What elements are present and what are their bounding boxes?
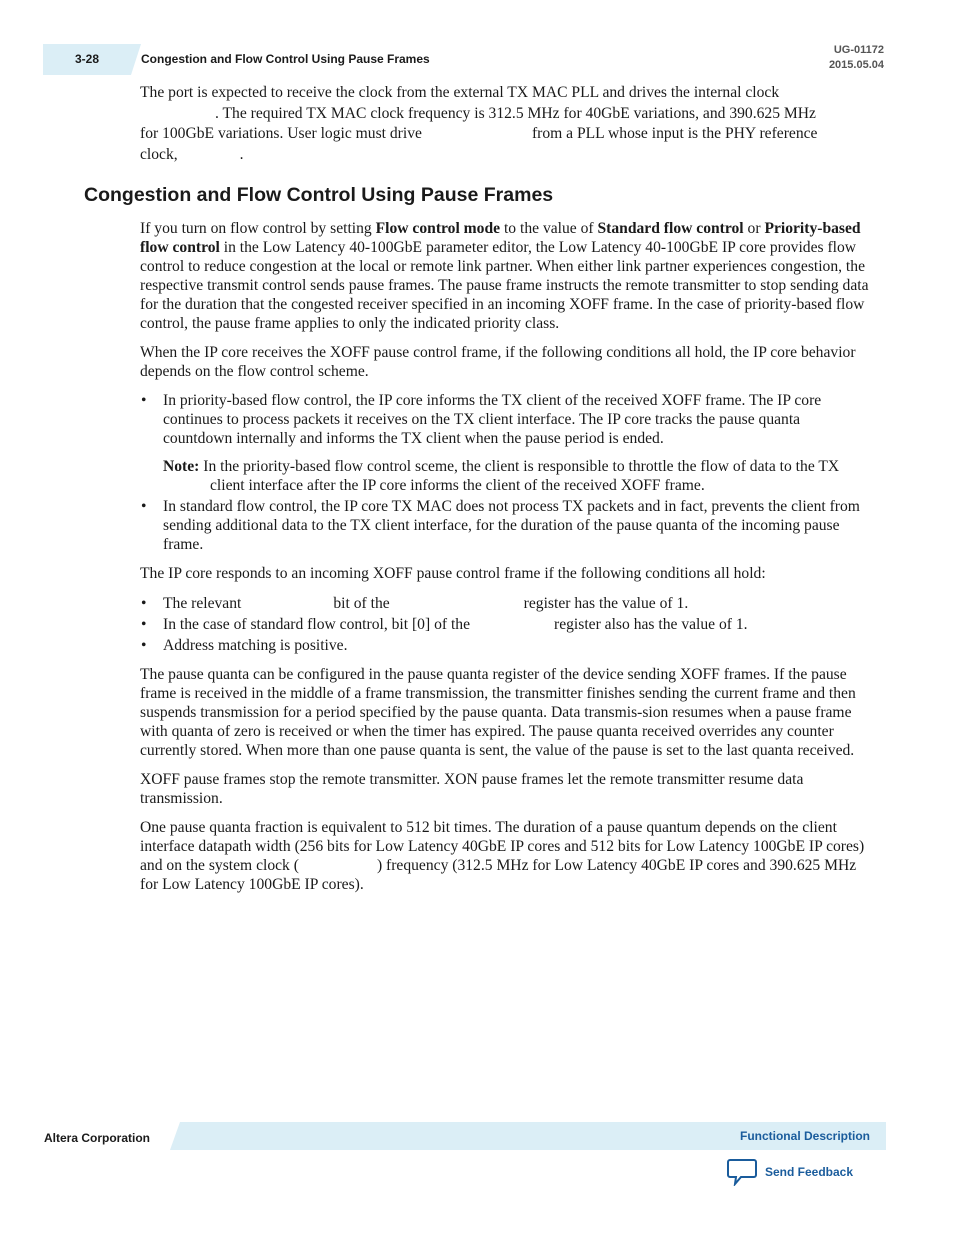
company-name: Altera Corporation	[44, 1131, 151, 1145]
intro-line-3a: for 100GbE variations. User logic must drive	[140, 125, 422, 142]
p1-text-3: or	[743, 220, 765, 237]
p1-bold-standard: Standard flow control	[597, 220, 744, 237]
list-item	[140, 497, 870, 554]
list-item-text: Address matching is positive.	[163, 637, 348, 654]
send-feedback-label: Send Feedback	[765, 1165, 854, 1179]
footer-section-link[interactable]: Functional Description	[739, 1129, 870, 1143]
list-item	[140, 593, 870, 614]
note-label: Note:	[163, 458, 200, 475]
list-item-text: In the case of standard flow control, bit [0] of the	[163, 616, 471, 633]
list-item-text: The relevant	[163, 595, 242, 612]
doc-date: 2015.05.04	[828, 59, 884, 71]
note-text: In the priority-based flow control sceme, the client is responsible to throttle the flow of data to the TX client interface after the IP core informs the client of the received XOFF frame.	[203, 458, 840, 494]
page-number: 3-28	[75, 52, 100, 66]
paragraph-pause-quanta: The pause quanta can be configured in the pause quanta register of the device sending XOFF frames. If the pause frame is received in the middle of a frame transmission, the transmitter finishes sending the current frame and then suspends transmission for a period specified by the pause quanta. Data transmis-sion resumes when a pause frame with quanta of zero is received or when the timer has expired. The pause quanta received overrides any counter currently stored. When more than one pause quanta is sent, the value of the pause is set to the last quanta received.	[140, 666, 856, 759]
list-item	[140, 635, 870, 656]
speech-bubble-icon	[727, 1158, 757, 1186]
paragraph-xoff-behavior: When the IP core receives the XOFF pause control frame, if the following conditions all hold, the IP core behavior depends on the flow control scheme.	[140, 344, 856, 380]
p1-bold-flow-control-mode: Flow control mode	[375, 220, 501, 237]
section-body	[140, 219, 870, 894]
p1-text-1: If you turn on flow control by setting	[140, 220, 376, 237]
intro-line-4	[140, 145, 870, 166]
send-feedback-link[interactable]	[727, 1158, 853, 1186]
list-item-text: register has the value of 1.	[523, 595, 689, 612]
conditions-list	[140, 593, 870, 656]
list-item	[140, 614, 870, 635]
note	[163, 457, 870, 495]
p6-text-2: ) frequency (312.5 MHz for Low Latency 40GbE IP cores and 390.625 MHz for Low Latency 100GbE IP cores).	[140, 857, 857, 893]
intro-line-2: . The required TX MAC clock frequency is 312.5 MHz for 40GbE variations, and 390.625 MHz	[215, 104, 816, 122]
list-item	[140, 391, 870, 495]
intro-line-3b: from a PLL whose input is the PHY reference	[531, 125, 818, 142]
intro-line-4b: .	[239, 145, 244, 163]
intro-line-3	[140, 124, 870, 145]
section-heading: Congestion and Flow Control Using Pause Frames	[84, 184, 554, 206]
list-item-text: register also has the value of 1.	[554, 616, 748, 633]
intro-line-4a: clock,	[140, 145, 178, 163]
behavior-list	[140, 391, 870, 554]
doc-id: UG-01172	[833, 44, 884, 56]
doc-id-block	[829, 43, 884, 73]
intro-line-1: The port is expected to receive the clock from the external TX MAC PLL and drives the internal clock	[140, 84, 780, 101]
list-item-text: bit of the	[333, 595, 390, 612]
running-title: Congestion and Flow Control Using Pause Frames	[141, 52, 430, 66]
paragraph-conditions: The IP core responds to an incoming XOFF pause control frame if the following conditions all hold:	[140, 565, 766, 582]
list-item-text: In standard flow control, the IP core TX MAC does not process TX packets and in fact, prevents the client from sending additional data to the TX client interface, for the duration of the pause quanta of the incoming pause frame.	[163, 498, 860, 553]
p6-text-1: One pause quanta fraction is equivalent to 512 bit times. The duration of a pause quantum depends on the client interface datapath width (256 bits for Low Latency 40GbE IP cores and 512 bits for Low Latency 100GbE IP cores) and on the system clock (	[140, 819, 865, 874]
paragraph-flow-control	[140, 219, 870, 333]
p1-bold-priority: Priority-based flow control	[140, 220, 861, 256]
intro-paragraph	[140, 83, 870, 165]
p1-text-2: to the value of	[500, 220, 598, 237]
list-item-text: In priority-based flow control, the IP core informs the TX client of the received XOFF frame. The IP core continues to process packets it receives on the TX client interface. The IP core tracks the pause quanta countdown internally and informs the TX client when the pause period is ended.	[163, 392, 822, 447]
p1-text-4: in the Low Latency 40-100GbE parameter editor, the Low Latency 40-100GbE IP core provides flow control to reduce congestion at the local or remote link partner. When either link partner experiences congestion, the respective transmit control sends pause frames. The pause frame instructs the remote transmitter to stop sending data for the duration that the congested receiver specified in an incoming XOFF frame. In the case of priority-based flow control, the pause frame applies to only the indicated priority class.	[140, 239, 869, 332]
paragraph-xoff-xon: XOFF pause frames stop the remote transmitter. XON pause frames let the remote transmitter resume data transmission.	[140, 771, 804, 807]
paragraph-quanta-duration	[140, 818, 870, 894]
